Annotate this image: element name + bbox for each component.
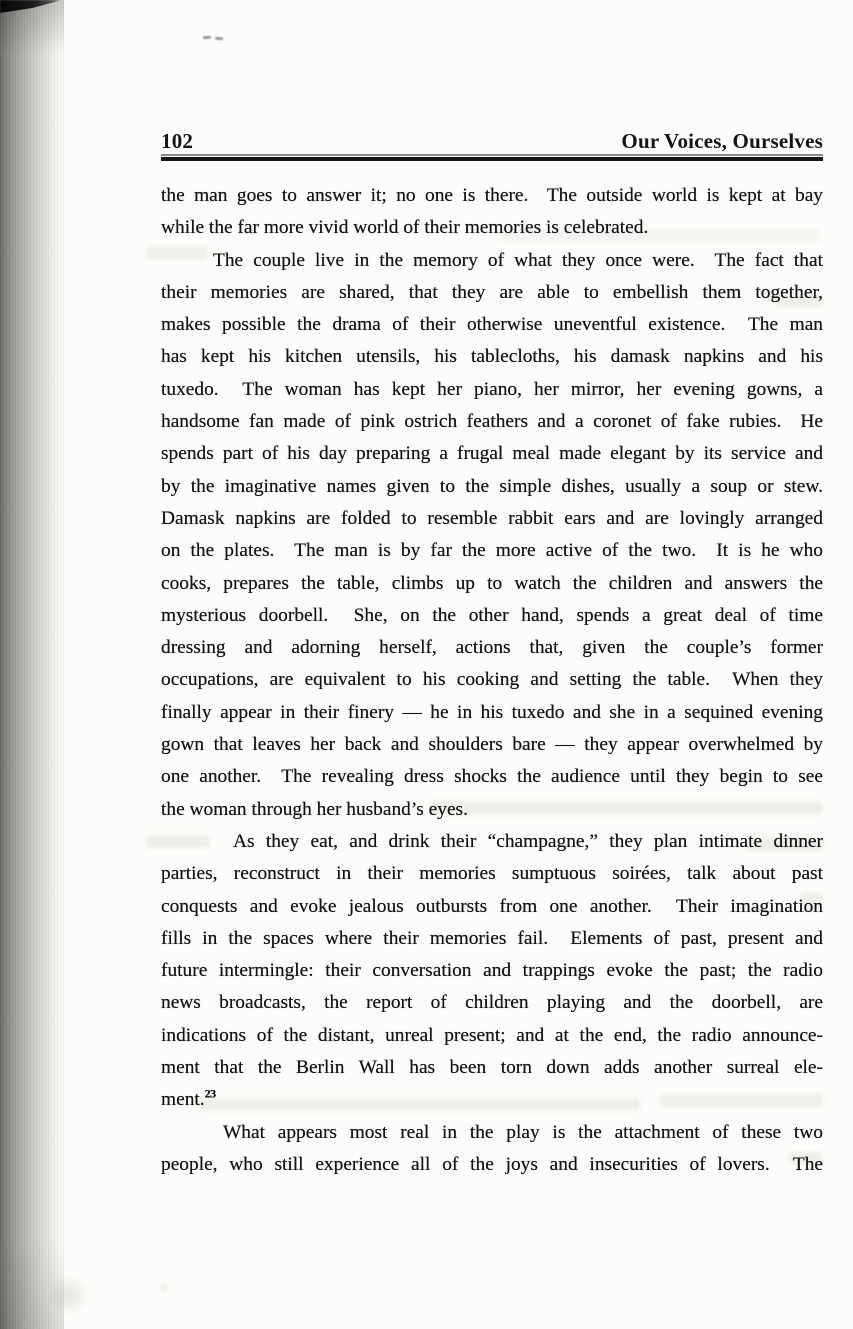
text-line: The couple live in the memory of what they once were. The fact that bbox=[213, 249, 823, 271]
text-line: spends part of his day preparing a frugal meal made elegant by its service and bbox=[161, 443, 823, 465]
text-line: fills in the spaces where their memories fail. Elements of past, present and bbox=[161, 927, 823, 949]
text-line: As they eat, and drink their “champagne,” they plan intimate dinner bbox=[233, 830, 823, 852]
scan-smudge bbox=[158, 1281, 170, 1293]
text-line: handsome fan made of pink ostrich feathers and a coronet of fake rubies. He bbox=[161, 411, 823, 433]
text-line: one another. The revealing dress shocks the audience until they begin to see bbox=[161, 766, 823, 788]
text-line: on the plates. The man is by far the more active of the two. It is he who bbox=[161, 540, 823, 562]
text-line: news broadcasts, the report of children playing and the doorbell, are bbox=[161, 992, 823, 1014]
text-line: dressing and adorning herself, actions that, given the couple’s former bbox=[161, 637, 823, 659]
header-rule bbox=[161, 153, 823, 161]
text-line: ment that the Berlin Wall has been torn down adds another surreal ele- bbox=[161, 1057, 823, 1079]
text-line: has kept his kitchen utensils, his tablecloths, his damask napkins and his bbox=[161, 346, 823, 368]
pen-mark bbox=[215, 37, 223, 40]
text-line: indications of the distant, unreal present; and at the end, the radio announce- bbox=[161, 1024, 823, 1046]
text-line: people, who still experience all of the joys and insecurities of lovers. The bbox=[161, 1153, 823, 1175]
text-line: the woman through her husband’s eyes. bbox=[161, 798, 468, 820]
text-line: while the far more vivid world of their memories is celebrated. bbox=[161, 217, 649, 239]
running-header bbox=[161, 129, 823, 153]
text-line: Damask napkins are folded to resemble rabbit ears and are lovingly arranged bbox=[161, 507, 823, 529]
pen-mark bbox=[203, 36, 211, 40]
body-text bbox=[161, 180, 823, 1181]
text-line: What appears most real in the play is the attachment of these two bbox=[223, 1121, 823, 1143]
text-line: ment.$^{23}$ bbox=[161, 1086, 216, 1111]
text-line: the man goes to answer it; no one is there. The outside world is kept at bay bbox=[161, 185, 823, 206]
text-line: by the imaginative names given to the simple dishes, usually a soup or stew. bbox=[161, 475, 823, 497]
text-line: tuxedo. The woman has kept her piano, her mirror, her evening gowns, a bbox=[161, 378, 823, 400]
text-line: parties, reconstruct in their memories sumptuous soirées, talk about past bbox=[161, 863, 823, 885]
text-line: conquests and evoke jealous outbursts from one another. Their imagination bbox=[161, 895, 823, 917]
text-line: future intermingle: their conversation and trappings evoke the past; the radio bbox=[161, 960, 823, 982]
text-line: mysterious doorbell. She, on the other hand, spends a great deal of time bbox=[161, 604, 823, 626]
text-line: occupations, are equivalent to his cooking and setting the table. When they bbox=[161, 669, 823, 691]
page-number: 102 bbox=[161, 129, 194, 153]
text-line: finally appear in their finery — he in his tuxedo and she in a sequined evening bbox=[161, 701, 823, 723]
footnote-reference: 23 bbox=[204, 1086, 216, 1101]
scan-smudge bbox=[46, 1274, 90, 1316]
text-line: makes possible the drama of their otherwise uneventful existence. The man bbox=[161, 314, 823, 336]
text-line: their memories are shared, that they are able to embellish them together, bbox=[161, 281, 823, 303]
binding-gutter-shadow bbox=[0, 0, 64, 1329]
text-line: gown that leaves her back and shoulders bare — they appear overwhelmed by bbox=[161, 734, 823, 756]
text-line: cooks, prepares the table, climbs up to watch the children and answers the bbox=[161, 572, 823, 594]
running-title: Our Voices, Ourselves bbox=[621, 129, 823, 153]
